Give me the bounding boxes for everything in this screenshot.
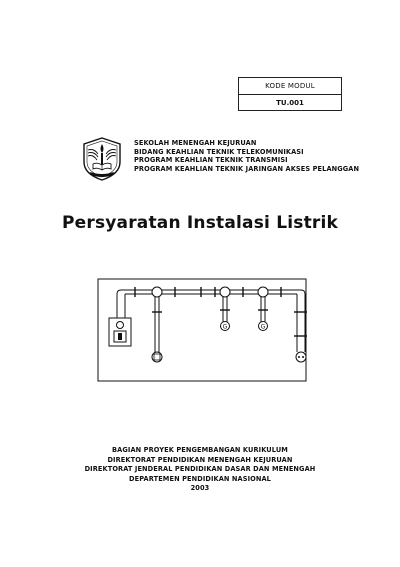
footer-line: DIREKTORAT JENDERAL PENDIDIKAN DASAR DAN MENENGAH <box>84 465 316 474</box>
document-title: Persyaratan Instalasi Listrik <box>61 213 339 233</box>
electrical-installation-wiring-diagram-icon <box>97 278 307 382</box>
kode-modul-label: KODE MODUL <box>239 78 341 95</box>
svg-text:G: G <box>260 323 266 331</box>
svg-text:G: G <box>222 323 228 331</box>
tut-wuri-handayani-emblem-icon <box>80 136 124 182</box>
footer-line: DIREKTORAT PENDIDIKAN MENENGAH KEJURUAN <box>107 455 293 464</box>
kode-modul-value: TU.001 <box>276 99 304 107</box>
footer-line: BAGIAN PROYEK PENGEMBANGAN KURIKULUM <box>112 446 288 454</box>
school-info <box>134 139 364 173</box>
publication-year: 2003 <box>190 484 210 493</box>
footer-line: DEPARTEMEN PENDIDIKAN NASIONAL <box>129 474 271 483</box>
school-line: PROGRAM KEAHLIAN TEKNIK JARINGAN AKSES PELANGGAN <box>134 164 360 173</box>
school-line: PROGRAM KEAHLIAN TEKNIK TRANSMISI <box>134 156 288 165</box>
kode-modul-box <box>238 77 342 111</box>
school-line: BIDANG KEAHLIAN TEKNIK TELEKOMUNIKASI <box>134 147 304 156</box>
school-line: SEKOLAH MENENGAH KEJURUAN <box>134 139 257 147</box>
institution-footer <box>0 446 400 494</box>
